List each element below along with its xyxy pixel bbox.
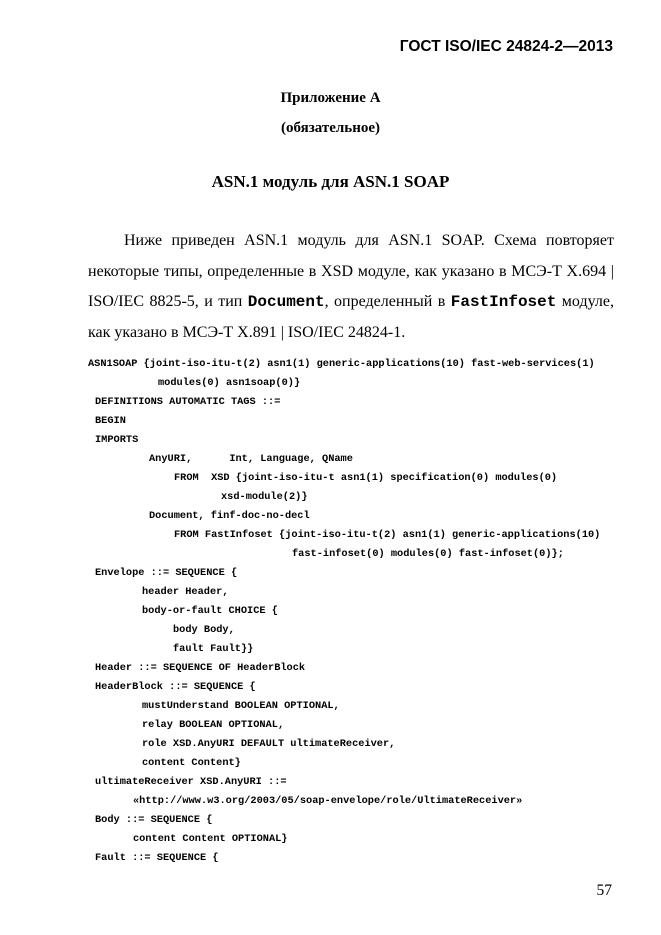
code-line: Header ::= SEQUENCE OF HeaderBlock [95,662,306,674]
code-line: Fault ::= SEQUENCE { [95,852,219,864]
code-line: xsd-module(2)} [221,491,308,503]
code-line: relay BOOLEAN OPTIONAL, [142,719,285,731]
intro-term-fastinfoset: FastInfoset [450,293,557,311]
code-line: fast-infoset(0) modules(0) fast-infoset(0)}; [292,548,564,560]
code-line: content Content} [142,757,241,769]
code-line: BEGIN [95,415,126,427]
code-line: ultimateReceiver XSD.AnyURI ::= [95,776,287,788]
appendix-status: (обязательное) [280,120,381,136]
code-line: modules(0) asn1soap(0)} [158,377,301,389]
code-line: ASN1SOAP {joint-iso-itu-t(2) asn1(1) generic-applications(10) fast-web-services(1) [88,358,595,370]
code-line: body Body, [173,624,235,636]
intro-paragraph [88,226,614,348]
code-line: FROM FastInfoset {joint-iso-itu-t(2) asn1(1) generic-applications(10) [174,529,601,541]
code-line: DEFINITIONS AUTOMATIC TAGS ::= [95,396,281,408]
code-line: HeaderBlock ::= SEQUENCE { [95,681,256,693]
code-line: role XSD.AnyURI DEFAULT ultimateReceiver, [142,738,396,750]
code-line: fault Fault}} [173,643,254,655]
code-line: FROM XSD {joint-iso-itu-t asn1(1) specification(0) modules(0) [174,472,558,484]
code-line: AnyURI, Int, Language, QName [149,453,353,465]
code-line: body-or-fault CHOICE { [142,605,278,617]
page-number: 57 [596,882,612,899]
code-line: content Content OPTIONAL} [133,833,288,845]
intro-text-part1: Ниже приведен ASN.1 модуль для ASN.1 SOAP. Схема повторяет некоторые типы, определенные в XSD модуле, как указано в МСЭ-Т Х.694 | ISO/IEC 8825-5, и тип [88,232,614,310]
code-line: mustUnderstand BOOLEAN OPTIONAL, [142,700,340,712]
code-line: «http://www.w3.org/2003/05/soap-envelope/role/UltimateReceiver» [133,795,523,807]
code-line: Body ::= SEQUENCE { [95,814,213,826]
code-line: Document, finf-doc-no-decl [149,510,310,522]
appendix-title: Приложение А [280,90,381,106]
code-line: Envelope ::= SEQUENCE { [95,567,238,579]
intro-text-part3: модуле, как указано в МСЭ-Т Х.891 | ISO/IEC 24824-1. [88,293,614,341]
standard-header: ГОСТ ISO/IEC 24824-2—2013 [399,38,613,55]
code-line: IMPORTS [95,434,139,446]
section-heading: ASN.1 модуль для ASN.1 SOAP [211,172,450,191]
intro-term-document: Document [247,293,325,311]
code-line: header Header, [142,586,229,598]
intro-text-part2: , определенный в [324,293,451,310]
